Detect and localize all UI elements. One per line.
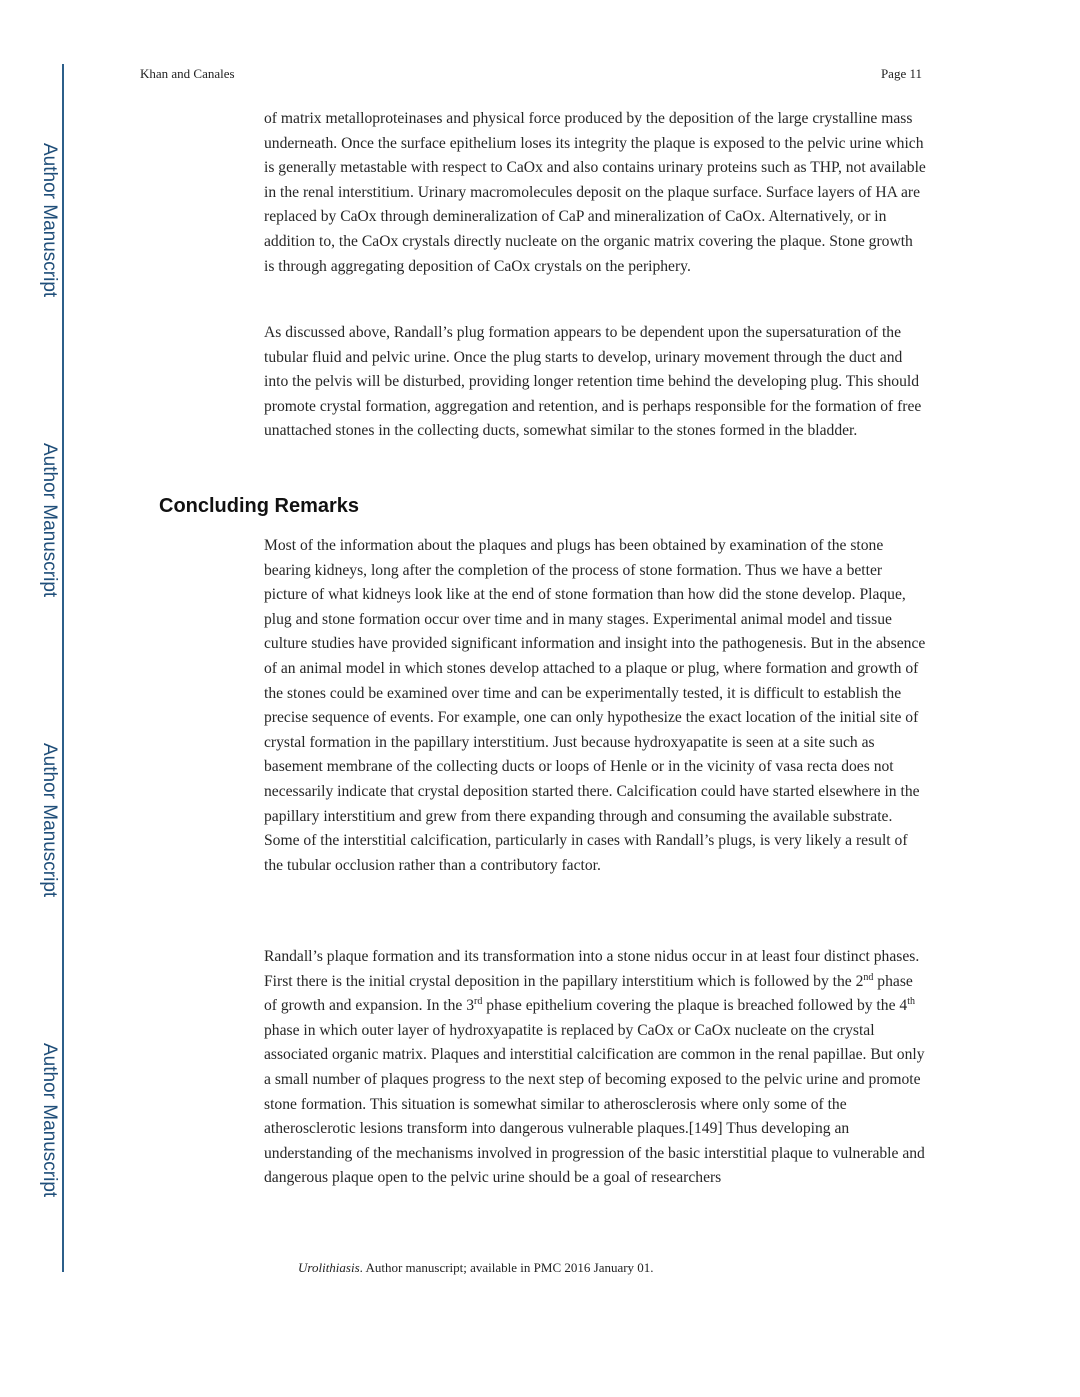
- running-head-authors: Khan and Canales: [140, 66, 235, 81]
- body-paragraph-1: of matrix metalloproteinases and physical force produced by the deposition of the large crystalline mass underneath. Once the surface epithelium loses its integrity the plaque is exposed to the pelvic urine which is generally metastable with respect to CaOx and also contains urinary proteins such as THP, not available in the renal interstitium. Urinary macromolecules deposit on the plaque surface. Surface layers of HA are replaced by CaOx through demineralization of CaP and mineralization of CaOx. Alternatively, or in addition to, the CaOx crystals directly nucleate on the organic matrix covering the plaque. Stone growth is through aggregating deposition of CaOx crystals on the periphery.: [264, 110, 926, 275]
- footer-citation: [298, 1260, 654, 1276]
- paragraph-4-text-3: phase epithelium covering the plaque is breached followed by the 4: [482, 997, 908, 1015]
- footer-availability-note: . Author manuscript; available in PMC 2016 January 01.: [359, 1260, 654, 1275]
- paragraph-4-text-2: phase of growth and expansion. In the 3: [264, 972, 913, 1015]
- body-paragraph-3: Most of the information about the plaques and plugs has been obtained by examination of the stone bearing kidneys, long after the completion of the process of stone formation. Thus we have a better picture of what kidneys look like at the end of stone formation than how did the stone develop. Plaque, plug and stone formation occur over time and in many stages. Experimental animal model and tissue culture studies have provided significant information and insight into the pathogenesis. But in the absence of an animal model in which stones develop attached to a plaque or plug, where formation and growth of the stones could be examined over time and can be experimentally tested, it is difficult to establish the precise sequence of events. For example, one can only hypothesize the exact location of the initial site of crystal formation in the papillary interstitium. Just because hydroxyapatite is seen at a site such as basement membrane of the collecting ducts or loops of Henle or in the vicinity of vasa recta does not necessarily indicate that crystal deposition started there. Calcification could have started elsewhere in the papillary interstitium and grew from there expanding through and consuming the available substrate. Some of the interstitial calcification, particularly in cases with Randall’s plugs, is very likely a result of the tubular occlusion rather than a contributory factor.: [264, 537, 926, 874]
- superscript-nd: nd: [863, 971, 874, 983]
- paragraph-4-text-1: Randall’s plaque formation and its transformation into a stone nidus occur in at least four distinct phases. First there is the initial crystal deposition in the papillary interstitium which is followed by the 2: [264, 948, 920, 990]
- sidebar-author-manuscript-label: Author Manuscript: [39, 742, 60, 898]
- sidebar-author-manuscript-label: Author Manuscript: [39, 142, 60, 298]
- paragraph-4-text-4: phase in which outer layer of hydroxyapatite is replaced by CaOx or CaOx nucleate on the crystal associated organic matrix. Plaques and interstitial calcification are common in the renal papillae. But only a small number of plaques progress to the next step of becoming exposed to the pelvic urine and promote stone formation. This situation is somewhat similar to atherosclerosis where only some of the atherosclerotic lesions transform into dangerous vulnerable plaques.[149] Thus developing an understanding of the mechanisms involved in progression of the basic interstitial plaque to vulnerable and dangerous plaque open to the pelvic urine should be a goal of researchers: [264, 1021, 925, 1187]
- footer-journal-name: Urolithiasis: [298, 1260, 360, 1275]
- sidebar-author-manuscript-label: Author Manuscript: [39, 1042, 60, 1198]
- sidebar-author-manuscript-label: Author Manuscript: [39, 442, 60, 598]
- superscript-th: th: [907, 996, 915, 1008]
- body-paragraph-2: As discussed above, Randall’s plug formation appears to be dependent upon the supersaturation of the tubular fluid and pelvic urine. Once the plug starts to develop, urinary movement through the duct and into the pelvis will be disturbed, providing longer retention time behind the developing plug. This should promote crystal formation, aggregation and retention, and is perhaps responsible for the formation of free unattached stones in the collecting ducts, somewhat similar to the stones formed in the bladder.: [264, 324, 922, 440]
- running-head-page-number: Page 11: [880, 66, 922, 81]
- section-heading-concluding-remarks: Concluding Remarks: [159, 495, 360, 517]
- sidebar-rule: [62, 64, 64, 1272]
- body-paragraph-4: [264, 945, 926, 1191]
- superscript-rd: rd: [474, 996, 483, 1008]
